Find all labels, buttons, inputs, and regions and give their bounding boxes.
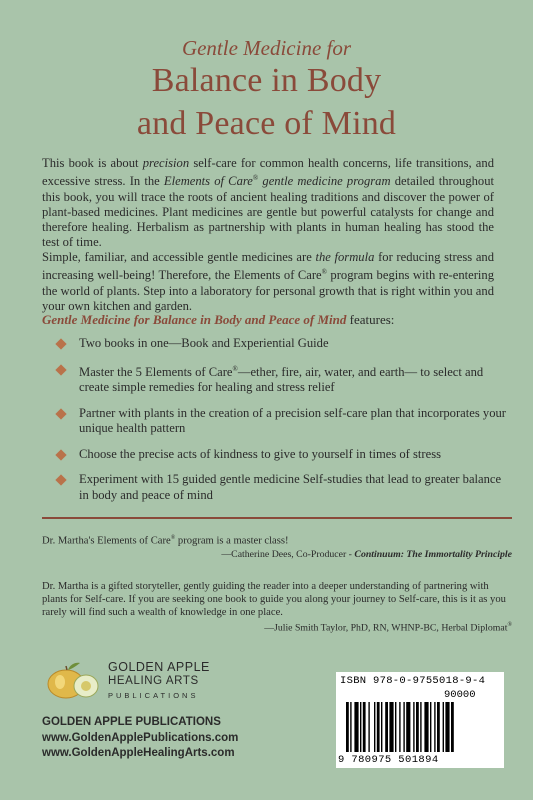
golden-apple-logo-icon [44,660,104,700]
divider [42,517,512,519]
barcode-icon [346,702,496,752]
endorsement-quote-1: Dr. Martha's Elements of Care® program is a master class! —Catherine Dees, Co-Producer - Continuum: The Immortality Principle [42,535,512,560]
publisher-url-2: www.GoldenAppleHealingArts.com [42,747,235,759]
price-code: 90000 [444,689,476,701]
title-line-2: and Peace of Mind [136,105,397,142]
title-line-1: Balance in Body [151,62,382,99]
publisher-contact [42,715,238,762]
isbn-label: ISBN 978-0-9755018-9-4 [340,675,486,687]
logo-text-healing-arts: HEALING ARTS [108,675,199,687]
logo-text-publications: PUBLICATIONS [108,691,199,700]
logo-text-golden-apple: GOLDEN APPLE [108,660,210,674]
endorsement-attribution-2: —Julie Smith Taylor, PhD, RN, WHNP-BC, Herbal Diplomat® [264,622,512,634]
isbn-barcode-box [336,672,504,768]
isbn-digits: 9 780975 501894 [338,754,439,766]
endorsement-attribution-1: —Catherine Dees, Co-Producer - Continuum: The Immortality Principle [221,548,512,560]
feature-item: Two books in one—Book and Experiential Guide [57,336,507,352]
feature-item: Choose the precise acts of kindness to give to yourself in times of stress [57,447,507,463]
description-paragraph-2: Simple, familiar, and accessible gentle medicines are the formula for reducing stress and increasing well-being! Therefore, the Elements of Care® program begins with re-entering the world of plants. Step into a laboratory for personal growth that is right within you and your own kitchen and garden. [42,250,494,313]
subtitle: Gentle Medicine for [181,36,352,60]
features-list [57,336,507,503]
description-paragraph-1: This book is about precision self-care for common health concerns, life transitions, and excessive stress. In the Elements of Care® gentle medicine program detailed throughout this book, you will trace the roots of ancient healing traditions and discover the power of plant-based medicines. Plant medicines are gentle but powerful catalysts for change and therefore healing. Herbalism as partnership with plants in human healing has stood the test of time. [42,156,495,250]
feature-item: Partner with plants in the creation of a precision self-care plan that incorporates your unique health pattern [57,406,507,437]
feature-item: Experiment with 15 guided gentle medicine Self-studies that lead to greater balance in body and peace of mind [57,472,507,503]
publisher-name: GOLDEN APPLE PUBLICATIONS [42,716,221,728]
features-heading: Gentle Medicine for Balance in Body and Peace of Mind features: [42,312,395,327]
endorsement-quote-2: Dr. Martha is a gifted storyteller, gently guiding the reader into a deeper understanding of partnering with plants for Self-care. If you are seeking one book to guide you along your journey to Self-care, this is it as you rarely will find such a wealth of knowledge in one place. —Julie Smith Taylor, PhD, RN, WHNP-BC, Herbal Diplomat® [42,581,512,634]
feature-item: Master the 5 Elements of Care®—ether, fire, air, water, and earth— to select and create simple remedies for healing and stress relief [57,362,507,396]
publisher-url-1: www.GoldenApplePublications.com [42,731,239,744]
